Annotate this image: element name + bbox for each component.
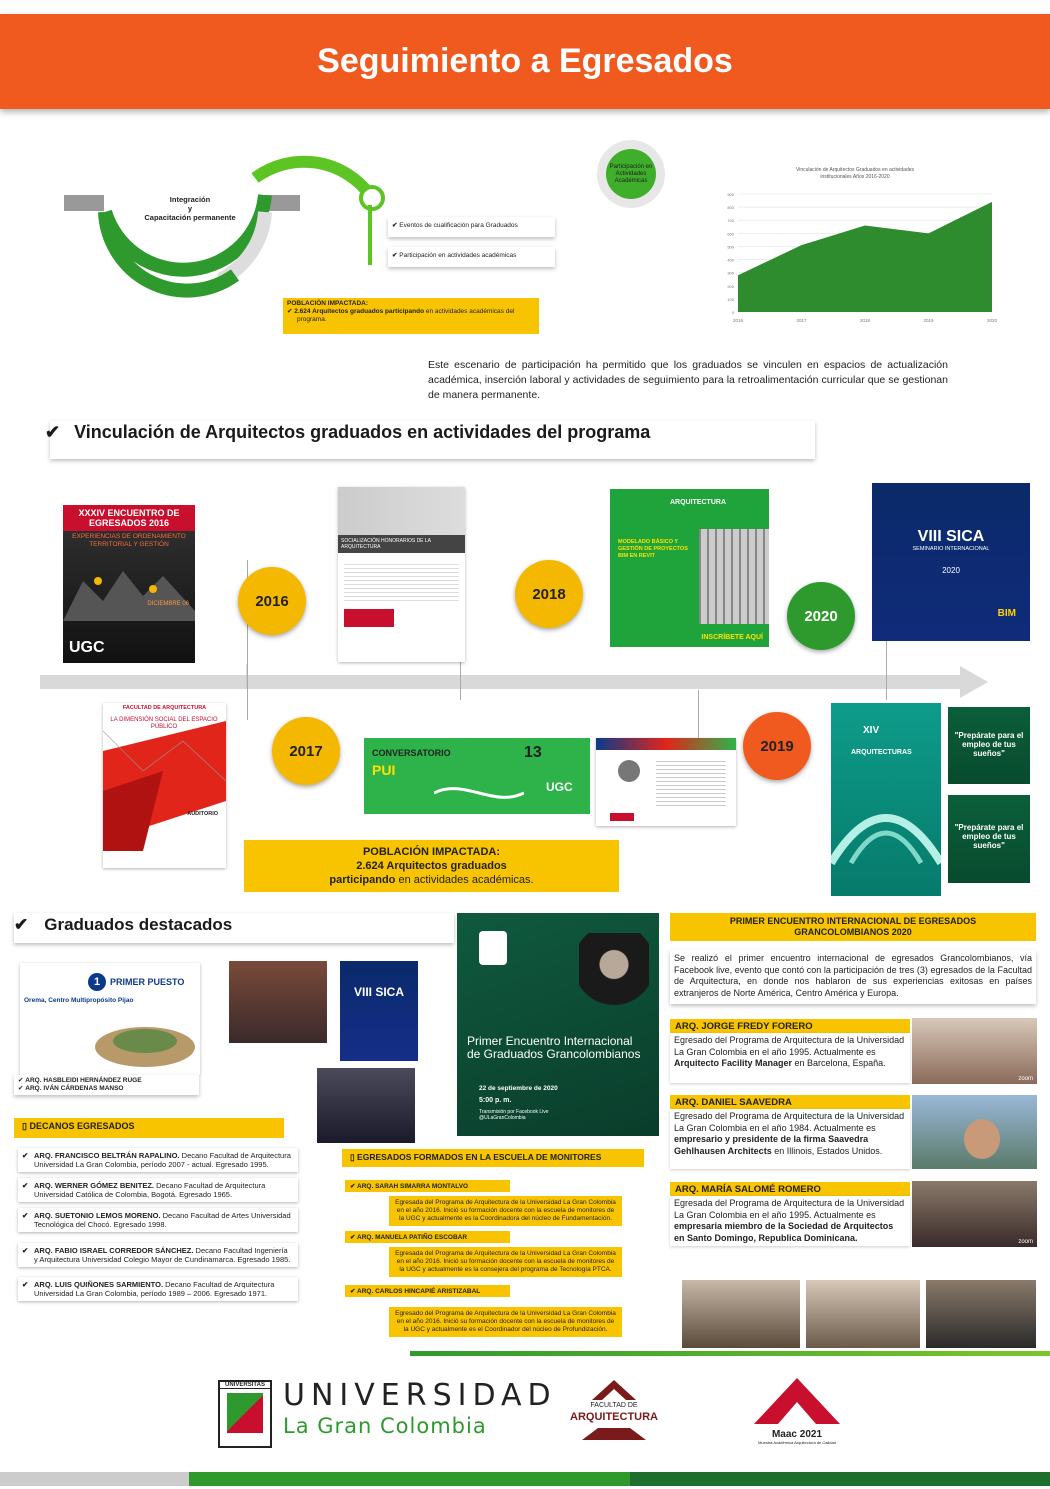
poster-2016 bbox=[63, 505, 195, 663]
poster-2017b-cta bbox=[610, 813, 634, 821]
cycle-label-line3: Capacitación permanente bbox=[144, 213, 236, 222]
y-tick-label: 400 bbox=[727, 257, 734, 263]
y-tick-label: 900 bbox=[727, 192, 734, 197]
poster-pui-name: PUI bbox=[372, 762, 396, 778]
award-number-icon: 1 bbox=[88, 973, 106, 991]
grad-name-1: ARQ. JORGE FREDY FORERO bbox=[670, 1019, 910, 1034]
invite-poster bbox=[457, 913, 659, 1136]
event-photo-3 bbox=[926, 1280, 1036, 1348]
impact-top-count: 2.624 Arquitectos graduados participando bbox=[294, 308, 425, 315]
poster-2018-head: ARQUITECTURA bbox=[670, 499, 726, 506]
event-photo-2 bbox=[806, 1280, 920, 1348]
maac-title: Maac 2021 bbox=[771, 1429, 823, 1440]
poster-empleo-2 bbox=[948, 795, 1030, 883]
video-call-2 bbox=[912, 1095, 1037, 1169]
check-icon: ✔ bbox=[392, 252, 398, 259]
poster-2015-title: LA DIMENSIÓN SOCIAL DEL ESPACIO PÚBLICO bbox=[110, 717, 218, 730]
maac-logo bbox=[752, 1378, 842, 1454]
sica-small-poster bbox=[340, 961, 418, 1061]
grad-desc-2: Egresado del Programa de Arquitectura de la Universidad La Gran Colombia en el año 1984. Actualmente es empresario y presidente de la firma Saavedra Gehlhausen Architects en Illinois, Estados Unidos. bbox=[670, 1109, 910, 1169]
poster-2017a bbox=[338, 487, 465, 662]
y-tick-label: 100 bbox=[727, 296, 734, 302]
poster-2018-cta: INSCRÍBETE AQUÍ bbox=[701, 634, 763, 641]
poster-2017b bbox=[596, 738, 736, 826]
poster-2015-place: AUDITORIO bbox=[187, 811, 218, 817]
y-tick-label: 200 bbox=[727, 283, 734, 289]
section2-title: Graduados destacados bbox=[44, 915, 233, 934]
cycle-label bbox=[130, 195, 250, 222]
poster-2019-graphic bbox=[831, 773, 941, 873]
cycle-label-line1: Integración bbox=[169, 195, 211, 204]
intl-heading: PRIMER ENCUENTRO INTERNACIONAL DE EGRESADOS GRANCOLOMBIANOS 2020 bbox=[670, 913, 1036, 941]
grad-desc-1: Egresado del Programa de Arquitectura de la Universidad La Gran Colombia en el año 1995. Actualmente es Arquitecto Facility Manager en Barcelona, España. bbox=[670, 1033, 910, 1083]
poster-2017b-body bbox=[656, 758, 726, 808]
poster-2020-badge: BIM bbox=[997, 608, 1016, 619]
monitor-desc: Egresada del Programa de Arquitectura de la Universidad La Gran Colombia en el año 2016. Inició su formación docente con la escuela de monitores de la UGC y actualmente es la consejera del programa de Tecnología PTCA. bbox=[389, 1247, 622, 1277]
poster-2020-sub: SEMINARIO INTERNACIONAL bbox=[912, 546, 990, 552]
award-name-1: ✔ ARQ. HASBLEIDI HERNÁNDEZ RUGE bbox=[18, 1077, 142, 1084]
y-tick-label: 500 bbox=[727, 244, 734, 250]
area-chart bbox=[700, 162, 1000, 330]
dean-item: ✔ ARQ. WERNER GÓMEZ BENITEZ. Decano Facultad de Arquitectura Universidad Católica de Colombia, Bogotá. Egresado 1965. bbox=[18, 1178, 298, 1202]
award-card bbox=[20, 963, 200, 1075]
year-2020-circle: 2020 bbox=[787, 582, 855, 650]
poster-2016-date: DICIEMBRE 06 bbox=[147, 601, 189, 607]
impact-mid-box bbox=[244, 840, 619, 892]
monitor-name: ✔ ARQ. MANUELA PATIÑO ESCOBAR bbox=[345, 1231, 510, 1243]
poster-2016-cityscape bbox=[63, 551, 195, 621]
poster-empleo-1 bbox=[948, 707, 1030, 784]
invite-title: Primer Encuentro Internacional de Graduados Grancolombianos bbox=[467, 1034, 641, 1061]
poster-2017a-body bbox=[344, 561, 459, 601]
poster-2018-building bbox=[699, 529, 769, 624]
cycle-item-2-text: Participación en actividades académicas bbox=[399, 252, 517, 259]
poster-2020 bbox=[872, 483, 1030, 641]
impact-top-box bbox=[283, 298, 539, 334]
timeline-arrow bbox=[40, 664, 1000, 704]
intl-text: Se realizó el primer encuentro internacional de egresados Grancolombianos, vía Facebook live, evento que contó con la participación de tres (3) egresados de la Facultad de Arquitectura, en donde nos hablaron de sus experiencias exitosas en países extranjeros de Norte América, Centro América y Europa. bbox=[670, 950, 1036, 1004]
x-tick-label: 2020 bbox=[986, 318, 998, 323]
section2-heading bbox=[14, 915, 232, 935]
poster-2019-title: XIV bbox=[863, 725, 880, 736]
timeline-tick bbox=[886, 640, 887, 700]
year-2017-circle: 2017 bbox=[272, 717, 340, 785]
poster-pui-graphic bbox=[434, 778, 524, 808]
impact-mid-line1: 2.624 Arquitectos graduados bbox=[356, 860, 507, 872]
page-header bbox=[0, 14, 1050, 109]
poster-2019 bbox=[831, 703, 941, 896]
intro-text: Este escenario de participación ha permitido que los graduados se vinculen en espacios de actualización académica, inserción laboral y actividades de seguimiento para la retroalimentación curricular que se gestionan de manera permanente. bbox=[428, 359, 948, 401]
poster-empleo-2-text: "Prepárate para el empleo de tus sueños" bbox=[954, 823, 1024, 850]
video-call-1 bbox=[912, 1018, 1037, 1084]
y-tick-label: 300 bbox=[727, 270, 734, 276]
check-icon: ✔ bbox=[392, 222, 398, 229]
faculty-line2: ARQUITECTURA bbox=[570, 1411, 658, 1423]
university-name-2: La Gran Colombia bbox=[283, 1414, 487, 1438]
award-place: PRIMER PUESTO bbox=[110, 977, 185, 987]
dean-item: ✔ ARQ. LUIS QUIÑONES SARMIENTO. Decano Facultad de Arquitectura Universidad La Gran Colombia, período 1989 – 2006. Egresado 1971. bbox=[18, 1277, 298, 1301]
y-tick-label: 600 bbox=[727, 231, 734, 237]
y-tick-label: 800 bbox=[727, 205, 734, 211]
avatar bbox=[964, 1119, 1000, 1159]
award-project: Orema, Centro Multipropósito Pijao bbox=[24, 997, 134, 1004]
maac-sub: Muestra Académica Arquitectura de Calidad bbox=[758, 1440, 836, 1445]
invite-stream: Transmisión por Facebook Live @ULaGranColombia bbox=[479, 1109, 549, 1121]
award-name-2: ✔ ARQ. IVÁN CÁRDENAS MANSO bbox=[18, 1085, 124, 1092]
poster-2018-title: MODELADO BÁSICO Y GESTIÓN DE PROYECTOS BIM EN REVIT bbox=[618, 539, 688, 559]
poster-2017b-band bbox=[596, 738, 736, 750]
maac-triangle-icon bbox=[752, 1378, 842, 1424]
event-photo-1 bbox=[682, 1280, 800, 1348]
x-tick-label: 2018 bbox=[859, 318, 871, 323]
monitor-desc: Egresada del Programa de Arquitectura de la Universidad La Gran Colombia en el año 2016. Inició su formación docente con la escuela de monitores de la UGC y actualmente es la Coordinadora del núcleo de Fundamentación. bbox=[389, 1196, 622, 1226]
poster-2020-title: VIII SICA bbox=[917, 528, 985, 545]
sica-small-title: VIII SICA bbox=[353, 985, 404, 999]
x-tick-label: 2016 bbox=[732, 318, 744, 323]
poster-2016-logo: UGC bbox=[69, 639, 105, 656]
poster-2019-sub: ARQUITECTURAS bbox=[851, 749, 912, 756]
monitors-heading bbox=[342, 1149, 644, 1167]
poster-pui bbox=[364, 738, 590, 814]
chart-title: Vinculación de Arquitectos Graduados en actividades institucionales Años 2016-2020 bbox=[795, 167, 915, 180]
section1-heading bbox=[45, 422, 650, 443]
area-series bbox=[738, 202, 992, 312]
invite-graduate-photo bbox=[579, 933, 649, 1023]
deans-heading bbox=[14, 1118, 284, 1138]
monitor-name: ✔ ARQ. SARAH SIMARRA MONTALVO bbox=[345, 1180, 510, 1192]
award-names bbox=[14, 1075, 199, 1095]
participation-circle-label: Participación en Actividades Académicas bbox=[606, 149, 656, 199]
seal-text: UNIVERSITAS bbox=[220, 1382, 270, 1389]
zoom-label: zoom bbox=[1018, 1239, 1033, 1245]
check-icon: ✔ bbox=[45, 422, 61, 442]
bullet-icon: ▯ bbox=[22, 1121, 30, 1131]
poster-2017a-title: SOCIALIZACIÓN HONORARIOS DE LA ARQUITECTURA bbox=[338, 535, 465, 553]
bullet-icon: ▯ bbox=[350, 1152, 358, 1162]
impact-mid-rest: en actividades académicas. bbox=[395, 874, 534, 886]
poster-2016-title: XXXIV ENCUENTRO DE EGRESADOS 2016 bbox=[63, 505, 195, 531]
monitor-name: ✔ ARQ. CARLOS HINCAPIÉ ARISTIZABAL bbox=[345, 1285, 510, 1297]
page-title: Seguimiento a Egresados bbox=[317, 42, 733, 80]
dean-item: ✔ ARQ. FRANCISCO BELTRÁN RAPALINO. Decano Facultad de Arquitectura Universidad La Gran Colombia, período 2007 - actual. Egresado 1995. bbox=[18, 1148, 298, 1172]
award-render bbox=[90, 1011, 200, 1071]
green-connector bbox=[368, 205, 372, 265]
year-2019-circle: 2019 bbox=[743, 712, 811, 780]
poster-pui-title: CONVERSATORIO bbox=[372, 748, 451, 758]
poster-empleo-1-text: "Prepárate para el empleo de tus sueños" bbox=[954, 731, 1024, 758]
monitors-heading-text: EGRESADOS FORMADOS EN LA ESCUELA DE MONITORES bbox=[357, 1152, 602, 1162]
y-tick-label: 0 bbox=[731, 310, 734, 315]
y-tick-label: 700 bbox=[727, 218, 734, 224]
x-tick-label: 2017 bbox=[796, 318, 807, 323]
university-seal bbox=[218, 1380, 272, 1448]
dean-item: ✔ ARQ. FABIO ISRAEL CORREDOR SÁNCHEZ. Decano Facultad Ingeniería y Arquitectura Universidad Colegio Mayor de Cundinamarca. Egresado 1985. bbox=[18, 1243, 298, 1267]
participation-circle bbox=[597, 140, 665, 208]
poster-2017a-cta bbox=[344, 609, 394, 627]
invite-date: 22 de septiembre de 2020 bbox=[479, 1085, 558, 1092]
check-icon: ✔ bbox=[287, 308, 295, 315]
university-name-1: UNIVERSIDAD bbox=[283, 1378, 557, 1413]
lecture-photo bbox=[317, 1068, 415, 1143]
video-call-3 bbox=[912, 1181, 1037, 1247]
chart-svg bbox=[700, 162, 1000, 330]
dean-item: ✔ ARQ. SUETONIO LEMOS MORENO. Decano Facultad de Artes Universidad Tecnológica del Chocó. Egresado 1998. bbox=[18, 1208, 298, 1232]
cycle-label-line2: y bbox=[187, 204, 193, 213]
cycle-diagram bbox=[60, 120, 390, 300]
cycle-item-2 bbox=[388, 247, 555, 267]
deans-heading-text: DECANOS EGRESADOS bbox=[29, 1121, 135, 1131]
avatar bbox=[618, 760, 640, 782]
grad-name-3: ARQ. MARÍA SALOMÉ ROMERO bbox=[670, 1182, 910, 1197]
year-2018-circle: 2018 bbox=[515, 560, 583, 628]
poster-pui-logo: UGC bbox=[546, 780, 573, 794]
cycle-item-1 bbox=[388, 217, 555, 237]
grad-name-2: ARQ. DANIEL SAAVEDRA bbox=[670, 1095, 910, 1110]
grad-desc-3: Egresada del Programa de Arquitectura de la Universidad La Gran Colombia en el año 1995. Actualmente es empresaria miembro de la Sociedad de Arquitectos en Santo Domingo, Republica Dominicana. bbox=[670, 1196, 910, 1246]
impact-top-rest: en actividades académicas del programa. bbox=[297, 308, 515, 323]
section1-title: Vinculación de Arquitectos graduados en actividades del programa bbox=[74, 422, 651, 442]
x-tick-label: 2019 bbox=[923, 318, 934, 323]
poster-2020-year: 2020 bbox=[942, 566, 960, 575]
poster-2017a-photo bbox=[338, 487, 465, 535]
check-icon: ✔ bbox=[14, 915, 29, 934]
invite-time: 5:00 p. m. bbox=[479, 1097, 512, 1104]
faculty-line1: FACULTAD DE bbox=[590, 1402, 638, 1409]
audience-photo bbox=[229, 961, 327, 1043]
poster-pui-date: 13 bbox=[524, 744, 542, 761]
poster-2015-head: FACULTAD DE ARQUITECTURA bbox=[122, 705, 207, 711]
invite-seal bbox=[479, 931, 507, 965]
zoom-label: zoom bbox=[1018, 1076, 1033, 1082]
seal-shield-icon bbox=[227, 1393, 263, 1433]
footer-stripe-top bbox=[410, 1351, 1050, 1356]
impact-mid-strong: participando bbox=[329, 874, 396, 886]
faculty-logo bbox=[562, 1380, 666, 1444]
impact-top-heading: POBLACIÓN IMPACTADA: bbox=[287, 300, 369, 307]
impact-mid-heading: POBLACIÓN IMPACTADA: bbox=[362, 846, 501, 858]
year-2016-circle: 2016 bbox=[238, 567, 306, 635]
poster-2015-graphic bbox=[103, 711, 226, 861]
poster-2018 bbox=[610, 489, 769, 647]
poster-2016-sub: EXPERIENCIAS DE ORDENAMIENTO TERRITORIAL Y GESTIÓN bbox=[72, 533, 186, 548]
footer-stripe-bottom bbox=[0, 1472, 1050, 1486]
cycle-item-1-text: Eventos de cualificación para Graduados bbox=[399, 222, 518, 229]
monitor-desc: Egresado del Programa de Arquitectura de la Universidad La Gran Colombia en el año 2016. Inició su formación docente con la escuela de monitores de la UGC y actualmente es el Coordinador del núcleo de Profundización. bbox=[389, 1307, 622, 1337]
poster-2015 bbox=[103, 703, 226, 868]
